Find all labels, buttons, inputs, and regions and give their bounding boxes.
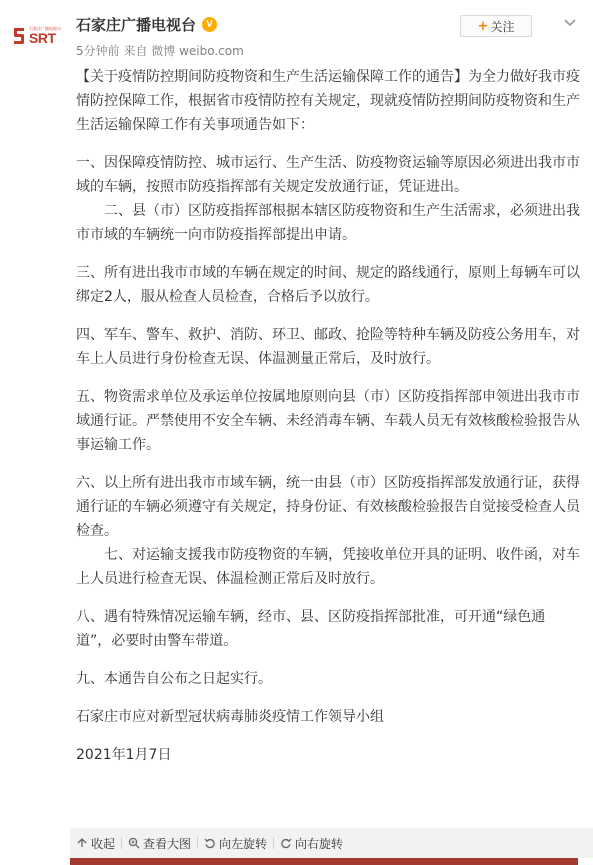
follow-button[interactable] [460, 15, 532, 37]
avatar-logo-main: SRT [29, 30, 56, 46]
rotate-left-icon [204, 837, 216, 849]
notice-item-5: 五、物资需求单位及承运单位按属地原则向县（市）区防疫指挥部申领进出我市市域通行证。严禁使用不安全车辆、未经消毒车辆、车载人员无有效核酸检验报告从事运输工作。 [76, 389, 580, 453]
rotate-left-button[interactable] [198, 835, 273, 852]
avatar-logo-caption: 石家庄广播电视台 [29, 26, 61, 31]
notice-item-6: 六、以上所有进出我市市域车辆，统一由县（市）区防疫指挥部发放通行证，获得通行证的车辆必须遵守有关规定，持身份证、有效核酸检验报告自觉接受检查人员检查。 [76, 475, 580, 539]
post-intro: 【关于疫情防控期间防疫物资和生产生活运输保障工作的通告】为全力做好我市疫情防控保障工作，根据省市疫情防控有关规定，现就疫情防控期间防疫物资和生产生活运输保障工作有关事项通告如下： [76, 69, 580, 133]
rotate-right-icon [280, 837, 292, 849]
notice-item-9: 九、本通告自公布之日起实行。 [76, 671, 272, 687]
post-date: 2021年1月7日 [76, 747, 172, 763]
post-header [0, 0, 593, 66]
notice-item-7: 七、对运输支援我市防疫物资的车辆，凭接收单位开具的证明、收件函，对车上人员进行检查无误、体温检测正常后及时放行。 [76, 547, 580, 587]
verified-icon: V [202, 17, 217, 32]
view-large-label: 查看大图 [143, 836, 192, 851]
follow-button-label: 关注 [490, 19, 515, 34]
attached-image[interactable] [70, 858, 578, 865]
post-meta[interactable]: 5分钟前 来自 微博 weibo.com [76, 44, 244, 58]
avatar[interactable] [12, 22, 68, 50]
image-toolbar [70, 828, 593, 858]
collapse-label: 收起 [91, 836, 116, 851]
plus-icon: + [477, 18, 489, 34]
rotate-left-label: 向左旋转 [219, 836, 268, 851]
notice-item-2: 二、县（市）区防疫指挥部根据本辖区防疫物资和生产生活需求，必须进出我市市域的车辆统一向市防疫指挥部提出申请。 [76, 203, 580, 243]
signature: 石家庄市应对新型冠状病毒肺炎疫情工作领导小组 [76, 709, 384, 725]
srt-logo-icon [12, 26, 26, 46]
chevron-down-icon[interactable] [560, 12, 580, 32]
name-line [76, 14, 217, 35]
rotate-right-label: 向右旋转 [295, 836, 344, 851]
view-large-button[interactable] [122, 835, 197, 852]
avatar-logo-text [29, 27, 61, 45]
notice-item-3: 三、所有进出我市市域的车辆在规定的时间、规定的路线通行，原则上每辆车可以绑定2人，服从检查人员检查，合格后予以放行。 [76, 265, 580, 305]
notice-item-1: 一、因保障疫情防控、城市运行、生产生活、防疫物资运输等原因必须进出我市市域的车辆，按照市防疫指挥部有关规定发放通行证，凭证进出。 [76, 155, 580, 195]
zoom-in-icon [128, 837, 140, 849]
user-name[interactable]: 石家庄广播电视台 [76, 16, 197, 34]
rotate-right-button[interactable] [274, 835, 349, 852]
collapse-icon [76, 837, 88, 849]
notice-item-8: 八、遇有特殊情况运输车辆，经市、县、区防疫指挥部批准，可开通“绿色通道”，必要时由警车带道。 [76, 609, 546, 649]
collapse-button[interactable] [70, 835, 121, 852]
notice-item-4: 四、军车、警车、救护、消防、环卫、邮政、抢险等特种车辆及防疫公务用车，对车上人员进行身份检查无误、体温测量正常后，及时放行。 [76, 327, 580, 367]
post-body [76, 65, 580, 767]
